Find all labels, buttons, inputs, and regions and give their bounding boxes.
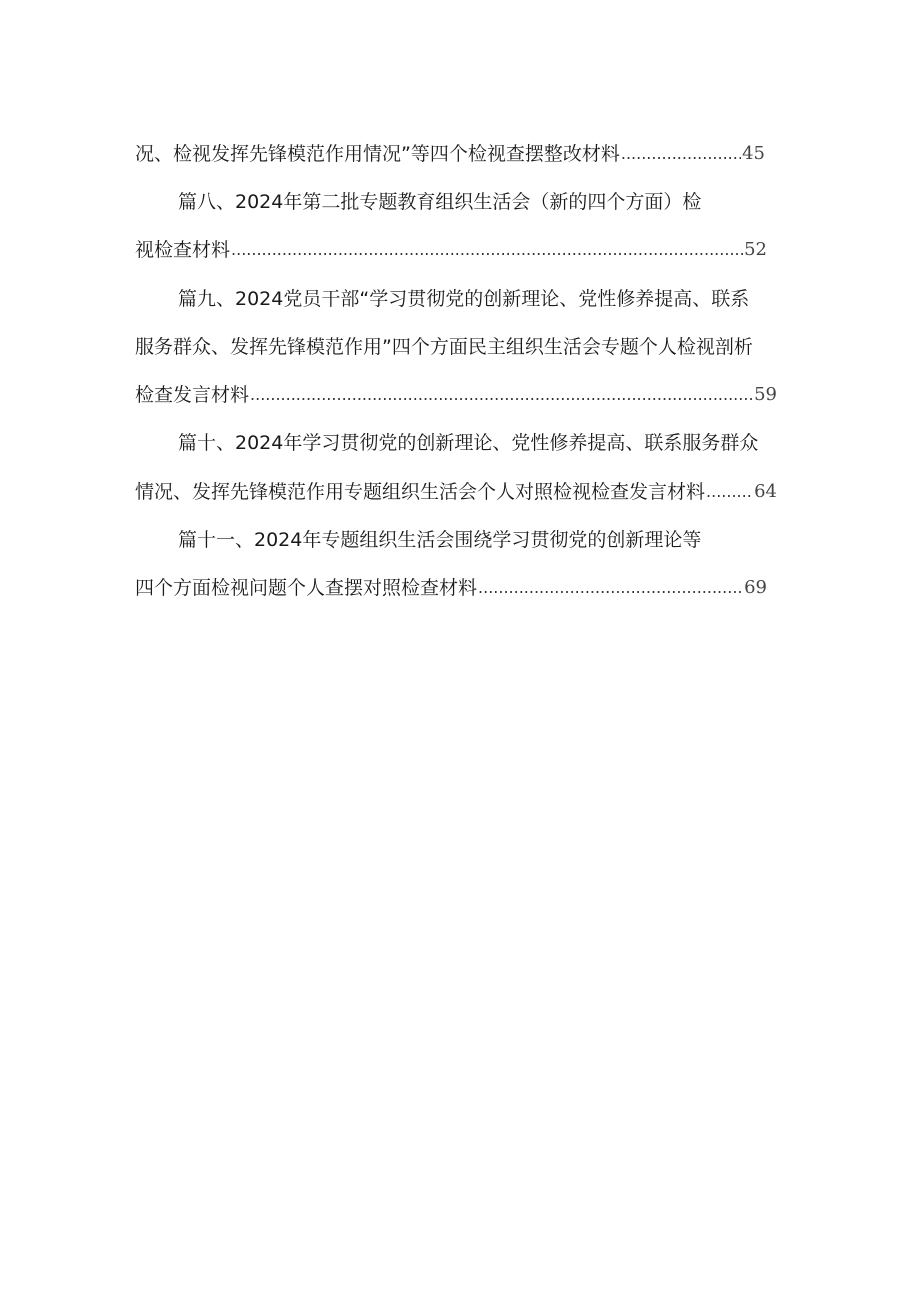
toc-page-number: 64: [754, 481, 777, 502]
toc-entry-line[interactable]: [135, 477, 777, 507]
toc-entry-line[interactable]: [178, 284, 749, 314]
toc-entry-line[interactable]: [178, 187, 701, 217]
toc-entry-line[interactable]: [135, 573, 767, 603]
toc-entry-text: 篇十、2024年学习贯彻党的创新理论、党性修养提高、联系服务群众: [178, 432, 759, 454]
toc-leader-dots: [231, 235, 743, 265]
toc-entry-line[interactable]: [135, 235, 767, 265]
toc-entry-line[interactable]: [178, 525, 701, 555]
toc-leader-dots: [621, 139, 741, 169]
toc-leader-dots: [250, 380, 753, 410]
toc-entry-text: 视检查材料: [135, 239, 231, 261]
toc-entry-text: 篇十一、2024年专题组织生活会围绕学习贯彻党的创新理论等: [178, 529, 702, 551]
toc-entry-line[interactable]: [135, 380, 777, 410]
toc-entry-line[interactable]: [135, 139, 765, 169]
toc-entry-line[interactable]: [178, 428, 758, 458]
toc-leader-dots: [478, 573, 743, 603]
toc-entry-text: 情况、发挥先锋模范作用专题组织生活会个人对照检视检查发言材料: [135, 481, 706, 503]
toc-page-number: 69: [744, 577, 767, 598]
toc-entry-line[interactable]: [135, 332, 753, 362]
toc-entry-text: 四个方面检视问题个人查摆对照检查材料: [135, 577, 478, 599]
toc-entry-text: 况、检视发挥先锋模范作用情况”等四个检视查摆整改材料: [135, 143, 620, 165]
toc-page-number: 59: [754, 384, 777, 405]
toc-entry-text: 服务群众、发挥先锋模范作用”四个方面民主组织生活会专题个人检视剖析: [135, 336, 753, 358]
toc-entry-text: 篇八、2024年第二批专题教育组织生活会（新的四个方面）检: [178, 191, 702, 213]
toc-page-number: 52: [744, 239, 767, 260]
toc-entry-text: 检查发言材料: [135, 384, 250, 406]
toc-leader-dots: [706, 477, 753, 507]
toc-entry-text: 篇九、2024党员干部“学习贯彻党的创新理论、党性修养提高、联系: [178, 288, 750, 310]
toc-page-number: 45: [742, 143, 765, 164]
